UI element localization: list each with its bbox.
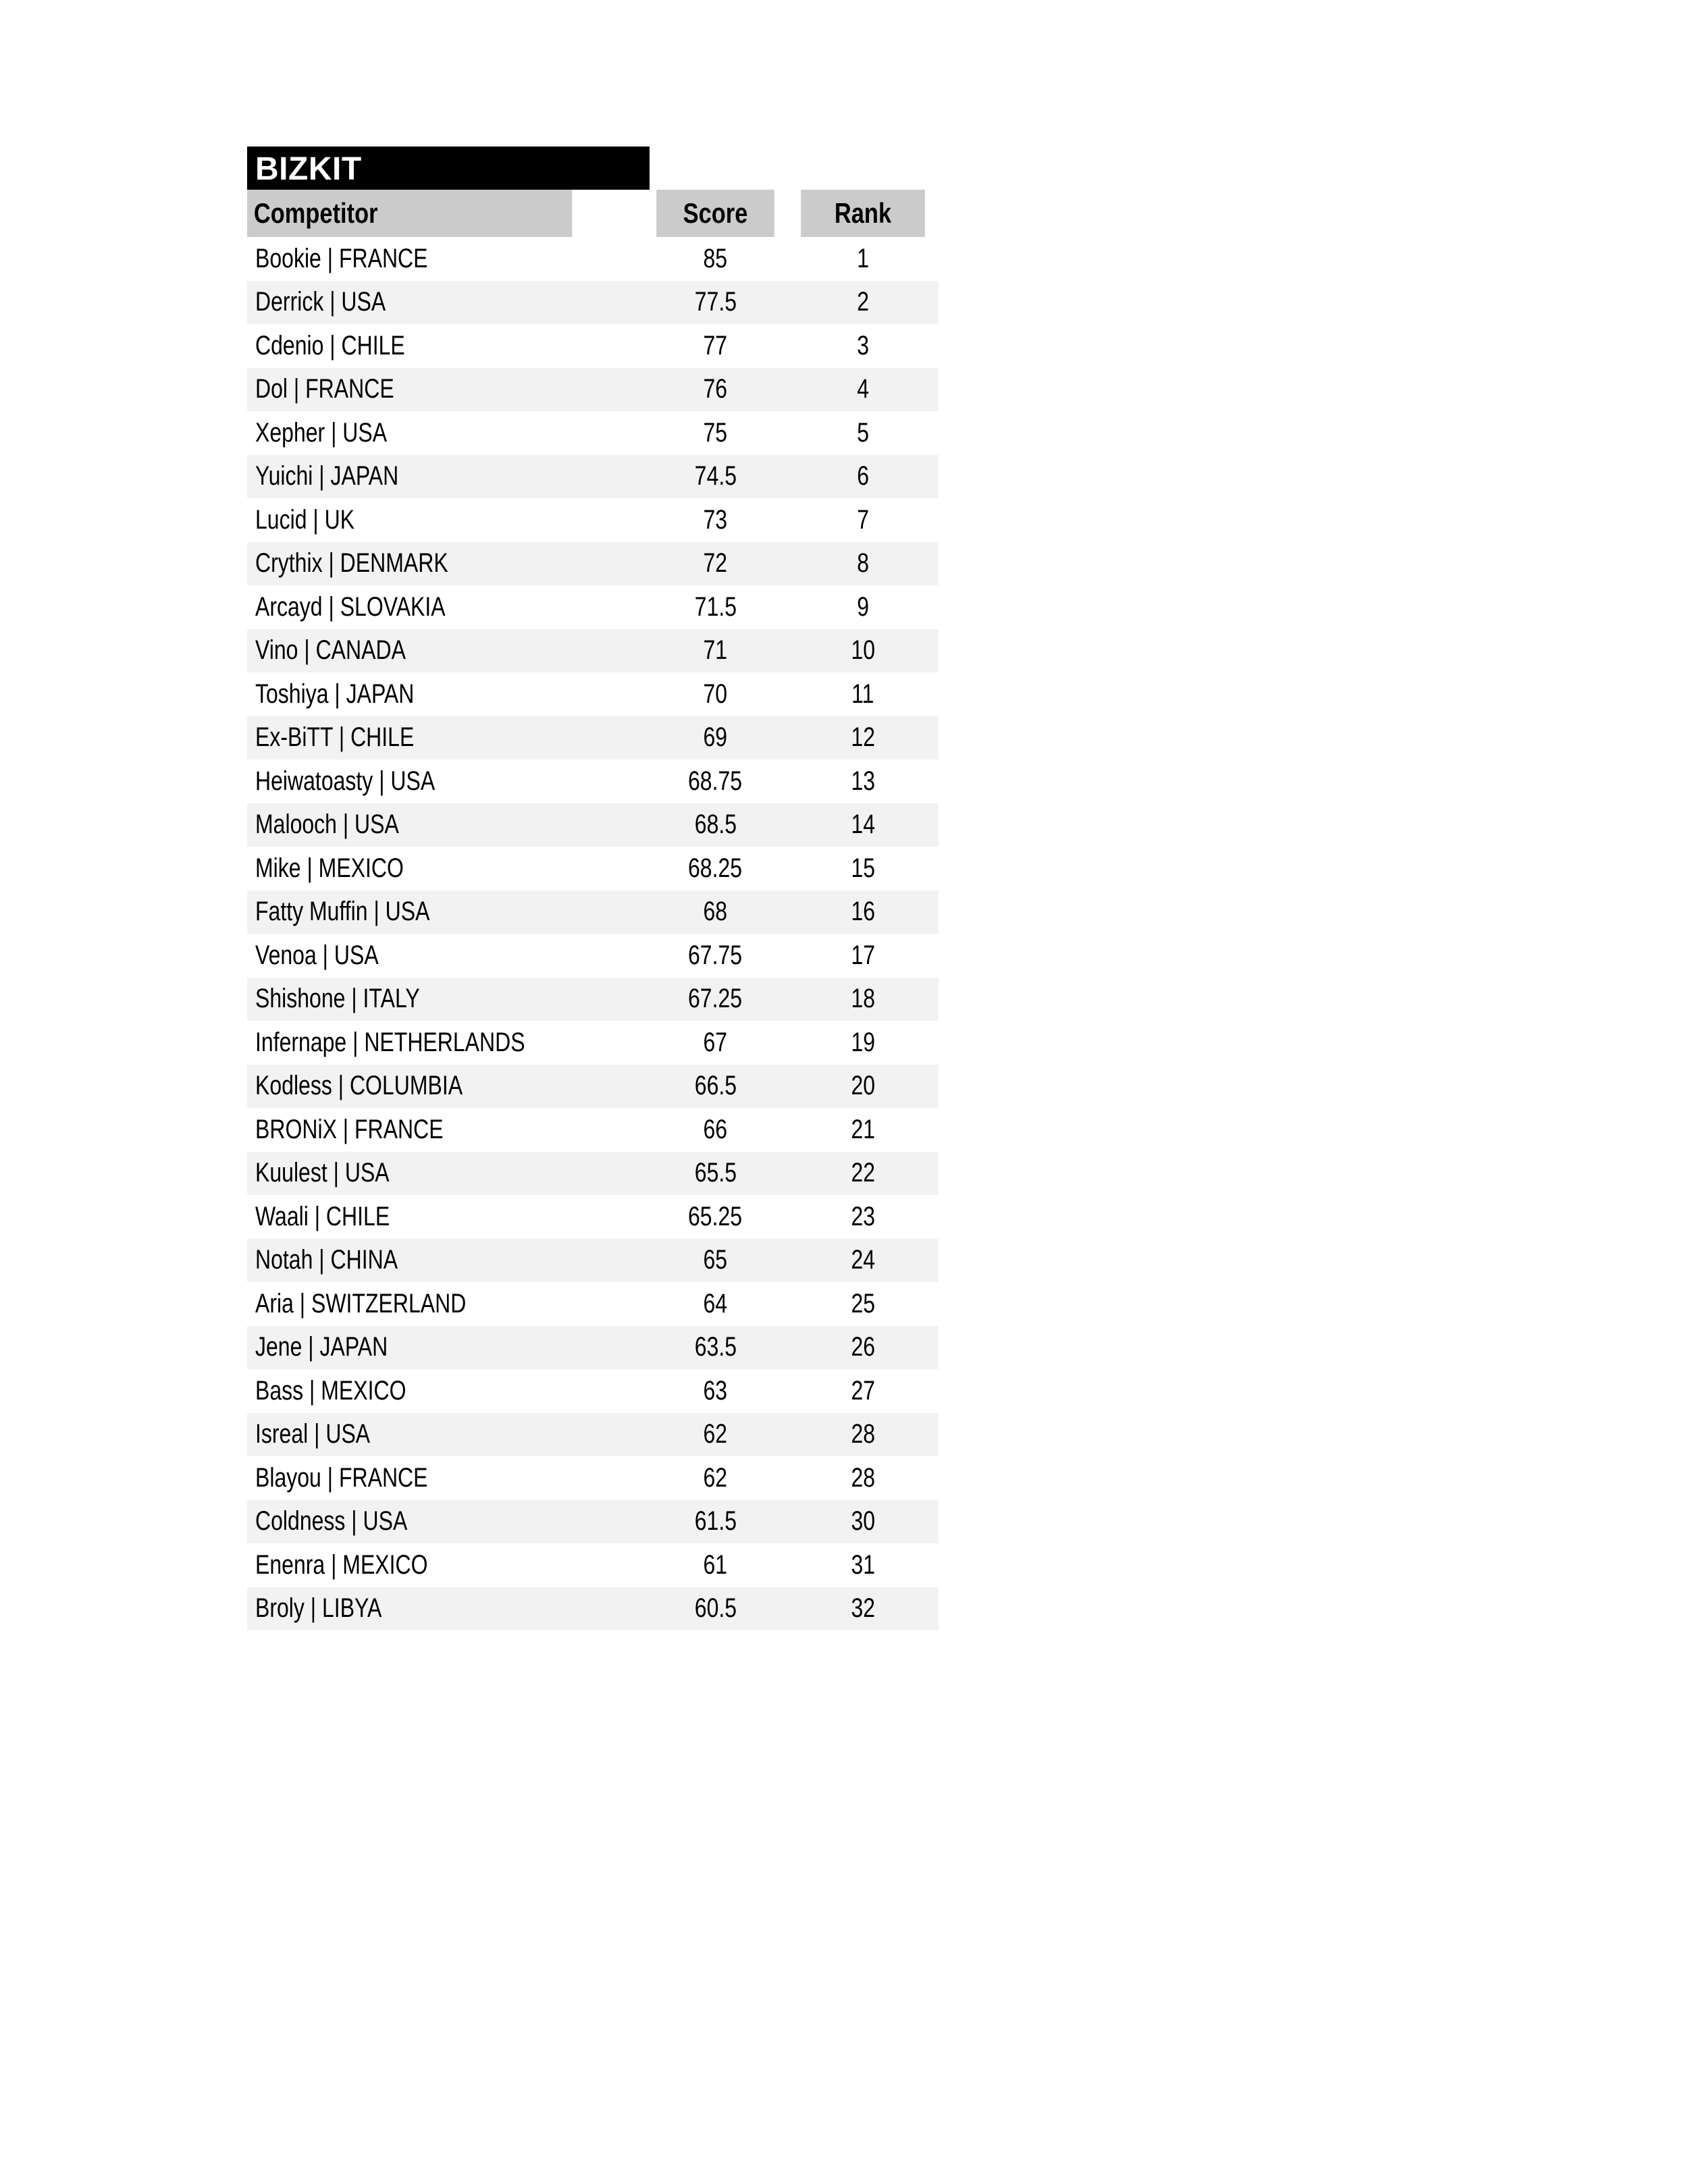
rank-cell (787, 1239, 939, 1283)
score-cell (643, 1369, 787, 1413)
score-cell (643, 1021, 787, 1065)
rank-cell (787, 1456, 939, 1500)
table-row (247, 324, 939, 368)
table-row (247, 281, 939, 325)
score-cell-text: 73 (703, 504, 728, 535)
competitor-cell-text: Heiwatoasty | USA (255, 766, 436, 796)
competitor-cell-text: Malooch | USA (255, 809, 399, 840)
table-row (247, 890, 939, 934)
column-header-score: Score (656, 190, 774, 237)
rank-cell-text: 2 (857, 287, 869, 317)
score-cell (643, 281, 787, 325)
competitor-cell (247, 1413, 643, 1457)
competitor-cell-text: Jene | JAPAN (255, 1332, 388, 1362)
table-row (247, 1413, 939, 1457)
score-cell (643, 237, 787, 281)
competitor-cell-text: Toshiya | JAPAN (255, 678, 415, 709)
competitor-cell (247, 1021, 643, 1065)
score-cell (643, 847, 787, 890)
rank-cell (787, 1326, 939, 1370)
rank-cell (787, 1021, 939, 1065)
rank-cell-text: 3 (857, 330, 869, 361)
competitor-cell (247, 1587, 643, 1631)
competitor-cell (247, 1239, 643, 1283)
table-row (247, 1369, 939, 1413)
rank-cell (787, 1282, 939, 1326)
table-row (247, 1239, 939, 1283)
rank-cell (787, 934, 939, 978)
competitor-cell-text: Derrick | USA (255, 287, 386, 317)
rank-cell-text: 21 (851, 1114, 875, 1144)
rank-cell-text: 28 (851, 1462, 875, 1493)
score-cell (643, 716, 787, 760)
table-row (247, 1543, 939, 1587)
rank-cell (787, 1108, 939, 1152)
competitor-cell-text: Lucid | UK (255, 504, 355, 535)
competitor-cell-text: Arcayd | SLOVAKIA (255, 591, 446, 622)
competitor-cell-text: Xepher | USA (255, 417, 388, 448)
score-cell (643, 1195, 787, 1239)
rank-cell (787, 1500, 939, 1544)
score-cell (643, 1065, 787, 1109)
score-cell (643, 324, 787, 368)
table-row (247, 1152, 939, 1196)
rank-cell-text: 5 (857, 417, 869, 448)
rank-cell (787, 1543, 939, 1587)
competitor-cell (247, 1195, 643, 1239)
competitor-cell-text: Aria | SWITZERLAND (255, 1288, 467, 1319)
competitor-cell-text: Waali | CHILE (255, 1201, 390, 1231)
rank-cell-text: 15 (851, 853, 875, 883)
rank-cell-text: 10 (851, 635, 875, 666)
score-cell (643, 1239, 787, 1283)
score-cell-text: 68.5 (694, 809, 737, 840)
score-cell (643, 760, 787, 803)
competitor-cell (247, 281, 643, 325)
competitor-cell (247, 498, 643, 542)
competitor-cell (247, 803, 643, 847)
rank-cell-text: 1 (857, 243, 869, 273)
rank-cell (787, 411, 939, 455)
rank-cell-text: 16 (851, 897, 875, 927)
rank-cell-text: 22 (851, 1158, 875, 1188)
table-row (247, 585, 939, 629)
table-row (247, 368, 939, 412)
rank-cell-text: 20 (851, 1071, 875, 1101)
competitor-cell-text: Enenra | MEXICO (255, 1549, 428, 1580)
rank-cell-text: 24 (851, 1245, 875, 1275)
score-cell-text: 74.5 (694, 461, 737, 491)
table-row (247, 847, 939, 890)
rank-cell-text: 23 (851, 1201, 875, 1231)
table-row (247, 1195, 939, 1239)
score-cell-text: 62 (703, 1419, 728, 1449)
table-row (247, 978, 939, 1021)
score-cell-text: 66.5 (694, 1071, 737, 1101)
rank-cell (787, 629, 939, 673)
score-cell-text: 67.25 (688, 984, 743, 1014)
competitor-cell-text: Mike | MEXICO (255, 853, 404, 883)
rank-cell (787, 716, 939, 760)
table-row (247, 411, 939, 455)
score-cell-text: 71 (703, 635, 728, 666)
competitor-cell-text: Isreal | USA (255, 1419, 371, 1449)
score-cell-text: 60.5 (694, 1593, 737, 1624)
rank-cell (787, 368, 939, 412)
score-cell (643, 1543, 787, 1587)
score-cell (643, 368, 787, 412)
competitor-cell-text: Kodless | COLUMBIA (255, 1071, 463, 1101)
table-body (247, 237, 939, 1630)
competitor-cell (247, 672, 643, 716)
score-cell (643, 1282, 787, 1326)
rank-cell-text: 11 (851, 678, 874, 709)
competitor-cell (247, 237, 643, 281)
score-cell-text: 65.5 (694, 1158, 737, 1188)
score-cell (643, 803, 787, 847)
rank-cell (787, 498, 939, 542)
score-cell (643, 411, 787, 455)
table-row (247, 1108, 939, 1152)
rank-cell-text: 14 (851, 809, 875, 840)
table-row (247, 237, 939, 281)
competitor-cell (247, 629, 643, 673)
score-cell-text: 75 (703, 417, 728, 448)
competitor-cell-text: Ex-BiTT | CHILE (255, 722, 415, 753)
competitor-cell (247, 1282, 643, 1326)
competitor-cell (247, 411, 643, 455)
table-row (247, 1456, 939, 1500)
score-cell-text: 61 (703, 1549, 728, 1580)
competitor-cell (247, 368, 643, 412)
table-row (247, 716, 939, 760)
rank-cell-text: 6 (857, 461, 869, 491)
score-cell-text: 67.75 (688, 940, 743, 970)
table-row (247, 803, 939, 847)
competitor-cell-text: Vino | CANADA (255, 635, 406, 666)
score-cell-text: 65.25 (688, 1201, 743, 1231)
rank-cell-text: 26 (851, 1332, 875, 1362)
score-cell (643, 672, 787, 716)
rank-cell-text: 8 (857, 548, 869, 579)
table-row (247, 629, 939, 673)
competitor-cell-text: Cdenio | CHILE (255, 330, 405, 361)
score-cell (643, 585, 787, 629)
competitor-cell (247, 585, 643, 629)
score-cell-text: 72 (703, 548, 728, 579)
table-row (247, 760, 939, 803)
competitor-cell (247, 1065, 643, 1109)
competitor-cell-text: Notah | CHINA (255, 1245, 398, 1275)
rank-cell (787, 803, 939, 847)
competitor-cell (247, 1152, 643, 1196)
score-cell (643, 978, 787, 1021)
results-table (247, 190, 939, 1630)
score-cell-text: 65 (703, 1245, 728, 1275)
rank-cell (787, 760, 939, 803)
competitor-cell (247, 1369, 643, 1413)
score-cell-text: 85 (703, 243, 728, 273)
rank-cell-text: 25 (851, 1288, 875, 1319)
competitor-cell-text: Dol | FRANCE (255, 374, 394, 404)
rank-cell (787, 672, 939, 716)
score-cell (643, 934, 787, 978)
competitor-cell (247, 1456, 643, 1500)
table-row (247, 1065, 939, 1109)
score-cell (643, 890, 787, 934)
competitor-cell (247, 890, 643, 934)
rank-cell (787, 1195, 939, 1239)
competitor-cell (247, 455, 643, 499)
table-row (247, 1282, 939, 1326)
score-cell-text: 71.5 (694, 591, 737, 622)
competitor-cell-text: Yuichi | JAPAN (255, 461, 399, 491)
competitor-cell (247, 1326, 643, 1370)
rank-cell-text: 27 (851, 1375, 875, 1406)
rank-cell (787, 324, 939, 368)
competitor-cell (247, 542, 643, 586)
rank-cell-text: 30 (851, 1506, 875, 1537)
score-cell (643, 1587, 787, 1631)
competitor-cell (247, 716, 643, 760)
competitor-cell-text: Blayou | FRANCE (255, 1462, 428, 1493)
rank-cell-text: 17 (851, 940, 875, 970)
score-cell (643, 1108, 787, 1152)
competitor-cell-text: Bass | MEXICO (255, 1375, 406, 1406)
rank-cell-text: 4 (857, 374, 869, 404)
rank-cell (787, 237, 939, 281)
competitor-cell (247, 1543, 643, 1587)
rank-cell (787, 1587, 939, 1631)
competitor-cell (247, 978, 643, 1021)
table-row (247, 1587, 939, 1631)
competitor-cell-text: Venoa | USA (255, 940, 379, 970)
table-row (247, 542, 939, 586)
rank-cell (787, 978, 939, 1021)
score-cell-text: 76 (703, 374, 728, 404)
table-row (247, 934, 939, 978)
rank-cell (787, 542, 939, 586)
rank-cell-text: 19 (851, 1027, 875, 1057)
competitor-cell-text: BRONiX | FRANCE (255, 1114, 444, 1144)
competitor-cell (247, 847, 643, 890)
score-cell-text: 70 (703, 678, 728, 709)
rank-cell (787, 1369, 939, 1413)
rank-cell (787, 890, 939, 934)
score-cell (643, 1413, 787, 1457)
score-cell-text: 66 (703, 1114, 728, 1144)
competitor-cell-text: Broly | LIBYA (255, 1593, 382, 1624)
rank-cell-text: 7 (857, 504, 869, 535)
sheet-title: BIZKIT (247, 147, 650, 190)
competitor-cell-text: Infernape | NETHERLANDS (255, 1027, 525, 1057)
table-row (247, 1021, 939, 1065)
competitor-cell-text: Crythix | DENMARK (255, 548, 448, 579)
rank-cell (787, 1413, 939, 1457)
score-cell (643, 1456, 787, 1500)
score-cell (643, 1326, 787, 1370)
score-cell-text: 67 (703, 1027, 728, 1057)
column-header-rank: Rank (801, 190, 925, 237)
competitor-cell (247, 1108, 643, 1152)
competitor-cell-text: Kuulest | USA (255, 1158, 390, 1188)
header-row (247, 190, 939, 237)
rank-cell-text: 28 (851, 1419, 875, 1449)
score-cell-text: 68.25 (688, 853, 743, 883)
rank-cell-text: 9 (857, 591, 869, 622)
rank-cell (787, 455, 939, 499)
score-cell-text: 61.5 (694, 1506, 737, 1537)
competitor-cell-text: Shishone | ITALY (255, 984, 420, 1014)
rank-cell-text: 31 (851, 1549, 875, 1580)
table-row (247, 1500, 939, 1544)
table-row (247, 498, 939, 542)
score-cell (643, 455, 787, 499)
column-header-competitor: Competitor (247, 190, 572, 237)
table-row (247, 455, 939, 499)
competitor-cell (247, 760, 643, 803)
score-cell-text: 64 (703, 1288, 728, 1319)
score-cell (643, 1152, 787, 1196)
competitor-cell (247, 324, 643, 368)
table-header (247, 190, 939, 237)
score-cell-text: 68.75 (688, 766, 743, 796)
score-cell (643, 1500, 787, 1544)
score-cell (643, 498, 787, 542)
rank-cell-text: 12 (851, 722, 875, 753)
rank-cell (787, 585, 939, 629)
competitor-cell-text: Coldness | USA (255, 1506, 408, 1537)
score-cell-text: 63.5 (694, 1332, 737, 1362)
rank-cell (787, 281, 939, 325)
competitor-cell-text: Fatty Muffin | USA (255, 897, 430, 927)
results-sheet (247, 147, 939, 1630)
score-cell (643, 542, 787, 586)
score-cell-text: 69 (703, 722, 728, 753)
score-cell-text: 62 (703, 1462, 728, 1493)
competitor-cell (247, 934, 643, 978)
rank-cell (787, 1152, 939, 1196)
table-row (247, 1326, 939, 1370)
score-cell-text: 77.5 (694, 287, 737, 317)
rank-cell-text: 32 (851, 1593, 875, 1624)
score-cell-text: 63 (703, 1375, 728, 1406)
competitor-cell-text: Bookie | FRANCE (255, 243, 428, 273)
table-row (247, 672, 939, 716)
competitor-cell (247, 1500, 643, 1544)
score-cell (643, 629, 787, 673)
rank-cell (787, 1065, 939, 1109)
rank-cell-text: 13 (851, 766, 875, 796)
score-cell-text: 68 (703, 897, 728, 927)
rank-cell (787, 847, 939, 890)
rank-cell-text: 18 (851, 984, 875, 1014)
score-cell-text: 77 (703, 330, 728, 361)
